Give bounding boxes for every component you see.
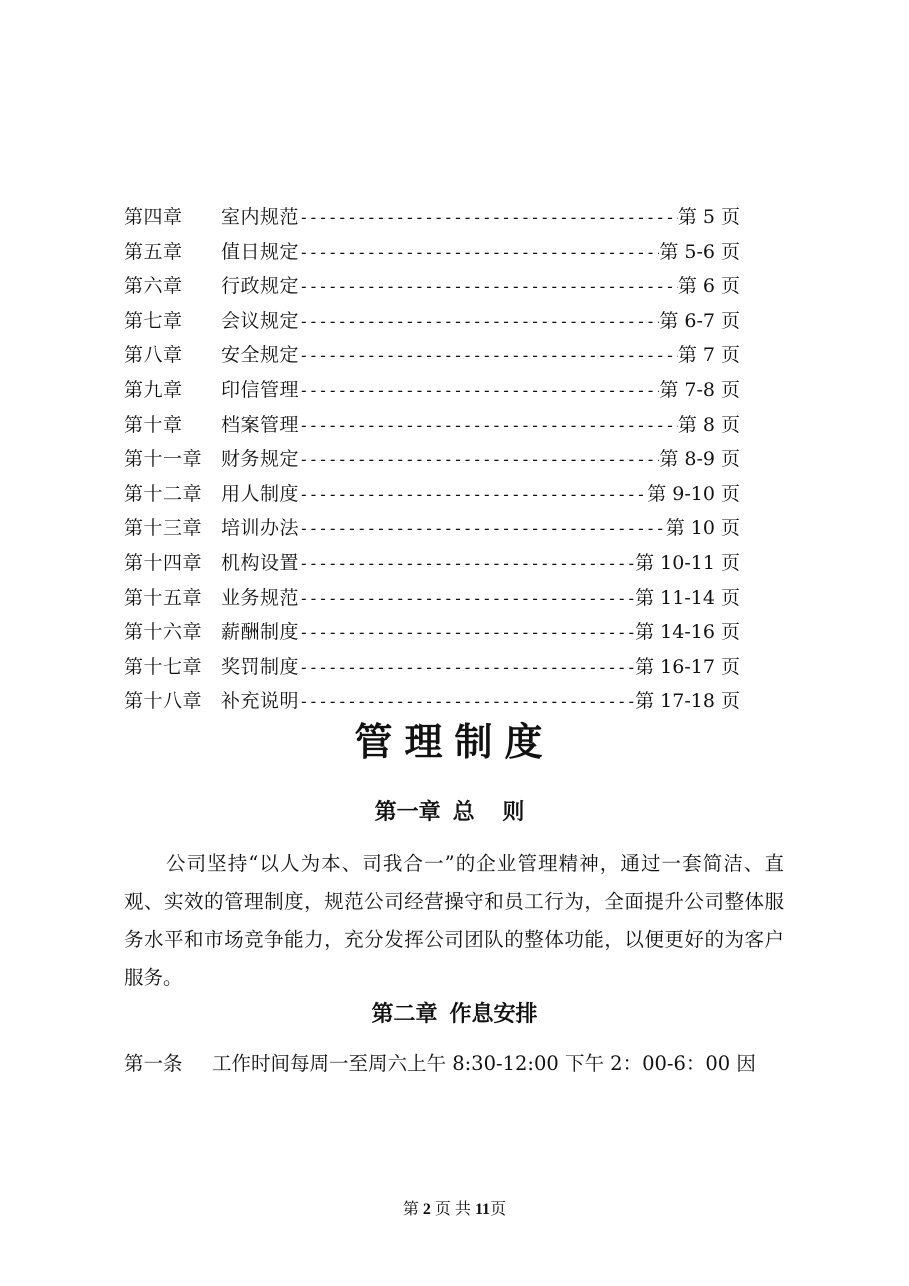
toc-row bbox=[124, 477, 740, 512]
toc-dot-leader bbox=[299, 685, 635, 720]
toc-chapter-title: 档案管理 bbox=[221, 413, 300, 436]
toc-dot-leader bbox=[299, 582, 635, 617]
toc-chapter-title: 值日规定 bbox=[221, 240, 300, 263]
toc-page-ref: 第 11-14 页 bbox=[635, 586, 740, 609]
toc-page-ref: 第 6 页 bbox=[677, 275, 740, 298]
toc-chapter-number: 第十一章 bbox=[124, 448, 203, 471]
toc-page-ref: 第 7-8 页 bbox=[659, 378, 740, 401]
toc-dot-leader bbox=[299, 305, 659, 340]
toc-chapter-title: 补充说明 bbox=[221, 690, 300, 713]
toc-chapter-number: 第八章 bbox=[124, 344, 183, 367]
footer-middle: 页 共 bbox=[434, 1201, 471, 1218]
toc-row bbox=[124, 200, 740, 235]
chapter-2-title: 作息安排 bbox=[449, 1002, 538, 1027]
toc-chapter-number: 第十四章 bbox=[124, 551, 203, 574]
toc-chapter-number: 第十五章 bbox=[124, 586, 203, 609]
toc-chapter-title: 业务规范 bbox=[221, 586, 300, 609]
toc-dot-leader bbox=[299, 201, 678, 236]
toc-chapter-title: 印信管理 bbox=[221, 378, 300, 401]
chapter-1-number: 第一章 bbox=[374, 800, 441, 825]
footer-current-page: 2 bbox=[422, 1201, 431, 1218]
toc-row bbox=[124, 442, 740, 477]
toc-dot-leader bbox=[299, 651, 635, 686]
toc-chapter-number: 第十八章 bbox=[124, 690, 203, 713]
toc-page-ref: 第 9-10 页 bbox=[647, 482, 740, 505]
document-title: 管理制度 bbox=[354, 720, 555, 764]
toc-dot-leader bbox=[299, 374, 659, 409]
toc-chapter-title: 会议规定 bbox=[221, 309, 300, 332]
toc-row bbox=[124, 684, 740, 719]
chapter-1-title: 总 则 bbox=[452, 800, 535, 825]
toc-row bbox=[124, 408, 740, 443]
toc-page-ref: 第 6-7 页 bbox=[659, 309, 740, 332]
toc-chapter-number: 第十七章 bbox=[124, 655, 203, 678]
toc-chapter-title: 机构设置 bbox=[221, 551, 300, 574]
toc-row bbox=[124, 615, 740, 650]
toc-row bbox=[124, 511, 740, 546]
toc-page-ref: 第 16-17 页 bbox=[635, 655, 740, 678]
toc-row bbox=[124, 373, 740, 408]
toc-dot-leader bbox=[299, 236, 659, 271]
article-1 bbox=[124, 1046, 804, 1082]
chapter-2-heading bbox=[0, 1000, 909, 1030]
article-1-text: 工作时间每周一至周六上午 8:30-12:00 下午 2：00-6：00 因 bbox=[212, 1052, 756, 1075]
toc-chapter-number: 第十三章 bbox=[124, 517, 203, 540]
chapter-2-number: 第二章 bbox=[371, 1002, 438, 1027]
toc-row bbox=[124, 546, 740, 581]
toc-dot-leader bbox=[299, 512, 666, 547]
toc-chapter-title: 奖罚制度 bbox=[221, 655, 300, 678]
toc-chapter-title: 行政规定 bbox=[221, 275, 300, 298]
toc-page-ref: 第 5 页 bbox=[677, 206, 740, 228]
toc-page-ref: 第 7 页 bbox=[677, 344, 740, 367]
toc-page-ref: 第 10-11 页 bbox=[635, 551, 740, 574]
toc-row bbox=[124, 581, 740, 616]
article-1-number: 第一条 bbox=[124, 1052, 183, 1075]
toc-dot-leader bbox=[299, 270, 678, 305]
toc-chapter-title: 用人制度 bbox=[221, 482, 300, 505]
toc-chapter-number: 第六章 bbox=[124, 275, 183, 298]
page-footer bbox=[0, 1198, 909, 1222]
toc-dot-leader bbox=[299, 616, 635, 651]
toc-chapter-number: 第九章 bbox=[124, 378, 183, 401]
toc-dot-leader bbox=[299, 339, 678, 374]
toc-row bbox=[124, 304, 740, 339]
toc-chapter-title: 薪酬制度 bbox=[221, 621, 300, 644]
toc-page-ref: 第 5-6 页 bbox=[659, 240, 740, 263]
toc-dot-leader bbox=[299, 409, 678, 444]
toc-chapter-title: 培训办法 bbox=[221, 517, 300, 540]
toc-page-ref: 第 8 页 bbox=[677, 413, 740, 436]
toc-page-ref: 第 8-9 页 bbox=[659, 448, 740, 471]
toc-row bbox=[124, 650, 740, 685]
toc-dot-leader bbox=[299, 547, 635, 582]
toc-chapter-number: 第十章 bbox=[124, 413, 183, 436]
toc-page-ref: 第 14-16 页 bbox=[635, 621, 740, 644]
toc-chapter-number: 第十二章 bbox=[124, 482, 203, 505]
toc-page-ref: 第 17-18 页 bbox=[635, 690, 740, 713]
toc-chapter-number: 第七章 bbox=[124, 309, 183, 332]
toc-dot-leader bbox=[299, 478, 647, 513]
toc-chapter-title: 室内规范 bbox=[221, 206, 300, 228]
toc-row bbox=[124, 338, 740, 373]
footer-total-pages: 11 bbox=[474, 1201, 491, 1218]
footer-prefix: 第 bbox=[402, 1201, 419, 1218]
toc-chapter-number: 第十六章 bbox=[124, 621, 203, 644]
toc-chapter-number: 第五章 bbox=[124, 240, 183, 263]
toc-chapter-title: 财务规定 bbox=[221, 448, 300, 471]
table-of-contents bbox=[124, 200, 740, 719]
toc-row bbox=[124, 269, 740, 304]
toc-dot-leader bbox=[299, 443, 659, 478]
toc-row bbox=[124, 235, 740, 270]
toc-page-ref: 第 10 页 bbox=[665, 517, 740, 540]
toc-chapter-title: 安全规定 bbox=[221, 344, 300, 367]
toc-chapter-number: 第四章 bbox=[124, 206, 183, 228]
chapter-1-heading bbox=[0, 798, 909, 828]
chapter-1-paragraph: 公司坚持“以人为本、司我合一”的企业管理精神，通过一套简洁、直观、实效的管理制度，规范公司经营操守和员工行为，全面提升公司整体服务水平和市场竞争能力，充分发挥公司团队的整体功能，以便更好的为客户服务。 bbox=[124, 852, 784, 989]
footer-suffix: 页 bbox=[490, 1201, 507, 1218]
